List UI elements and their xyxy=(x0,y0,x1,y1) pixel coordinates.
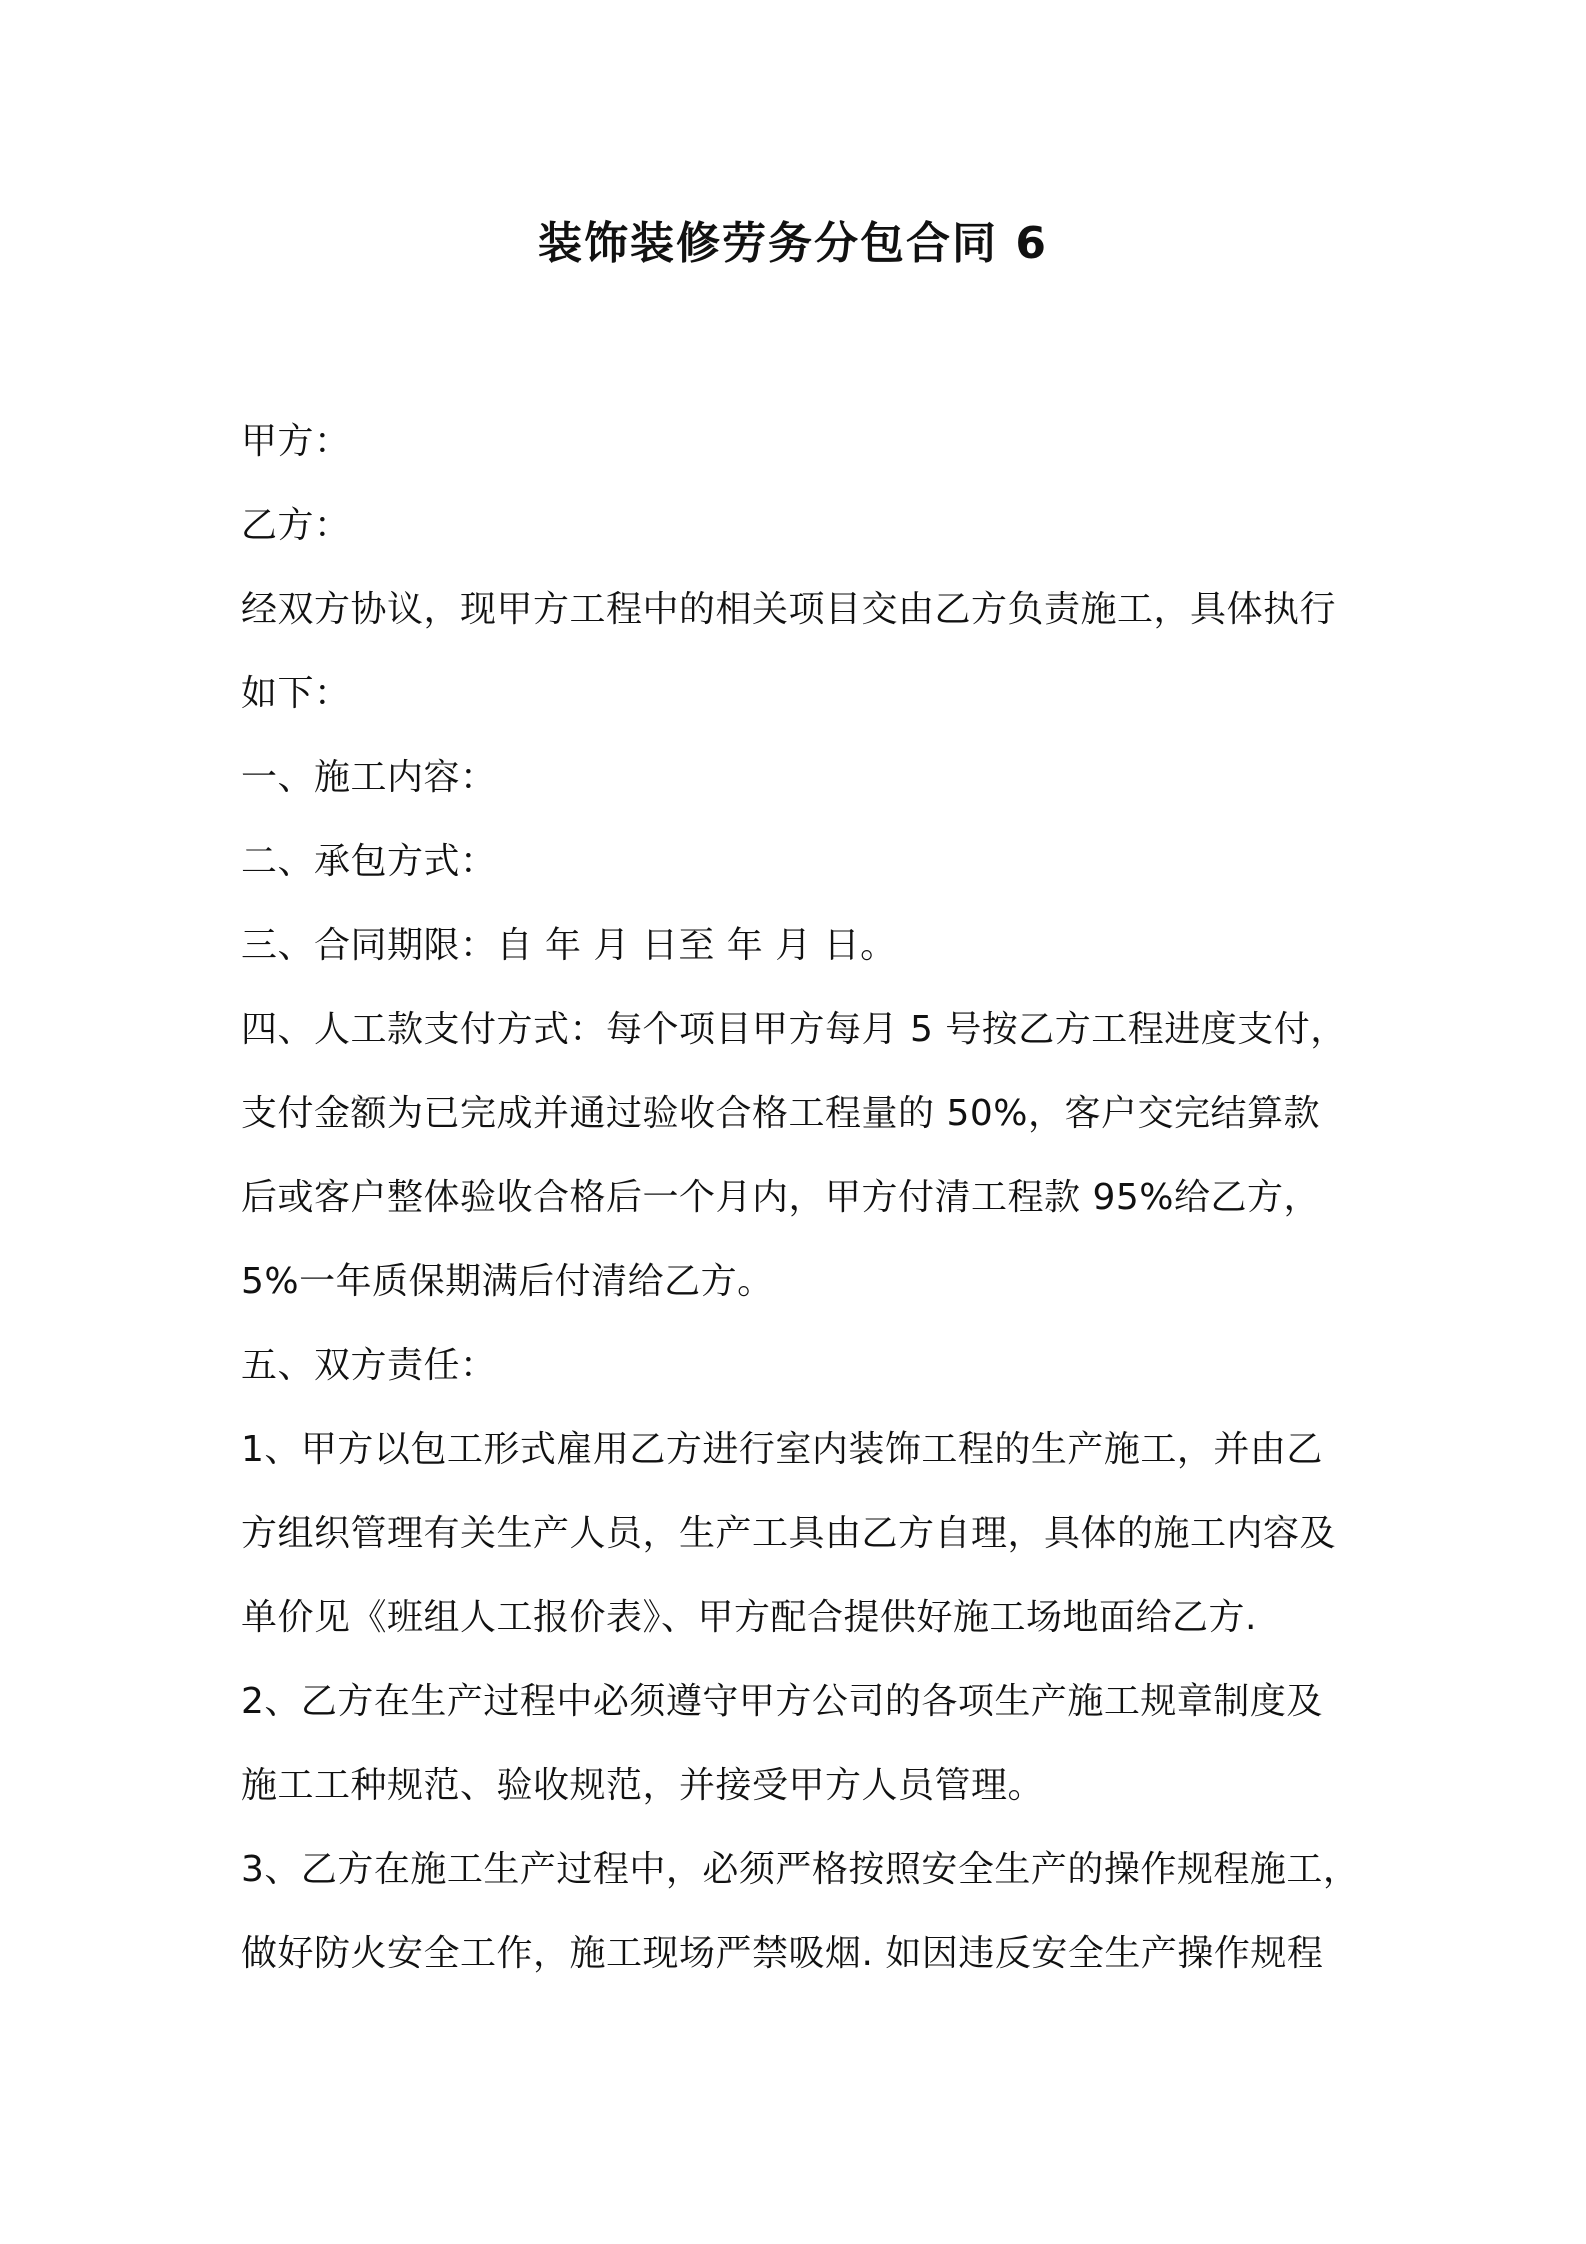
text-line: 三、合同期限：自 年 月 日至 年 月 日。 xyxy=(241,925,897,966)
text-line: 做好防火安全工作，施工现场严禁吸烟. 如因违反安全生产操作规程 xyxy=(241,1933,1324,1974)
text-line: 如下： xyxy=(241,673,351,714)
text-line: 二、承包方式： xyxy=(241,841,497,882)
text-line: 1、甲方以包工形式雇用乙方进行室内装饰工程的生产施工，并由乙 xyxy=(241,1429,1323,1470)
text-line: 5%一年质保期满后付清给乙方。 xyxy=(241,1261,774,1302)
text-line: 3、乙方在施工生产过程中，必须严格按照安全生产的操作规程施工， xyxy=(241,1849,1360,1890)
text-line: 四、人工款支付方式：每个项目甲方每月 5 号按乙方工程进度支付， xyxy=(241,1009,1347,1050)
text-line: 2、乙方在生产过程中必须遵守甲方公司的各项生产施工规章制度及 xyxy=(241,1681,1323,1722)
text-line: 后或客户整体验收合格后一个月内，甲方付清工程款 95%给乙方， xyxy=(241,1177,1320,1218)
text-line: 方组织管理有关生产人员，生产工具由乙方自理，具体的施工内容及 xyxy=(241,1513,1337,1554)
text-line: 经双方协议，现甲方工程中的相关项目交由乙方负责施工，具体执行 xyxy=(241,589,1337,630)
document-body xyxy=(241,400,1361,1996)
text-line: 乙方： xyxy=(241,505,351,546)
text-line: 施工工种规范、验收规范，并接受甲方人员管理。 xyxy=(241,1765,1045,1806)
text-line: 五、双方责任： xyxy=(241,1345,497,1386)
text-line: 一、施工内容： xyxy=(241,757,497,798)
text-line: 甲方： xyxy=(241,421,351,462)
text-line: 支付金额为已完成并通过验收合格工程量的 50%，客户交完结算款 xyxy=(241,1093,1320,1134)
text-line: 单价见《班组人工报价表》、甲方配合提供好施工场地面给乙方. xyxy=(241,1597,1257,1638)
document-title: 装饰装修劳务分包合同 6 xyxy=(538,218,1048,269)
